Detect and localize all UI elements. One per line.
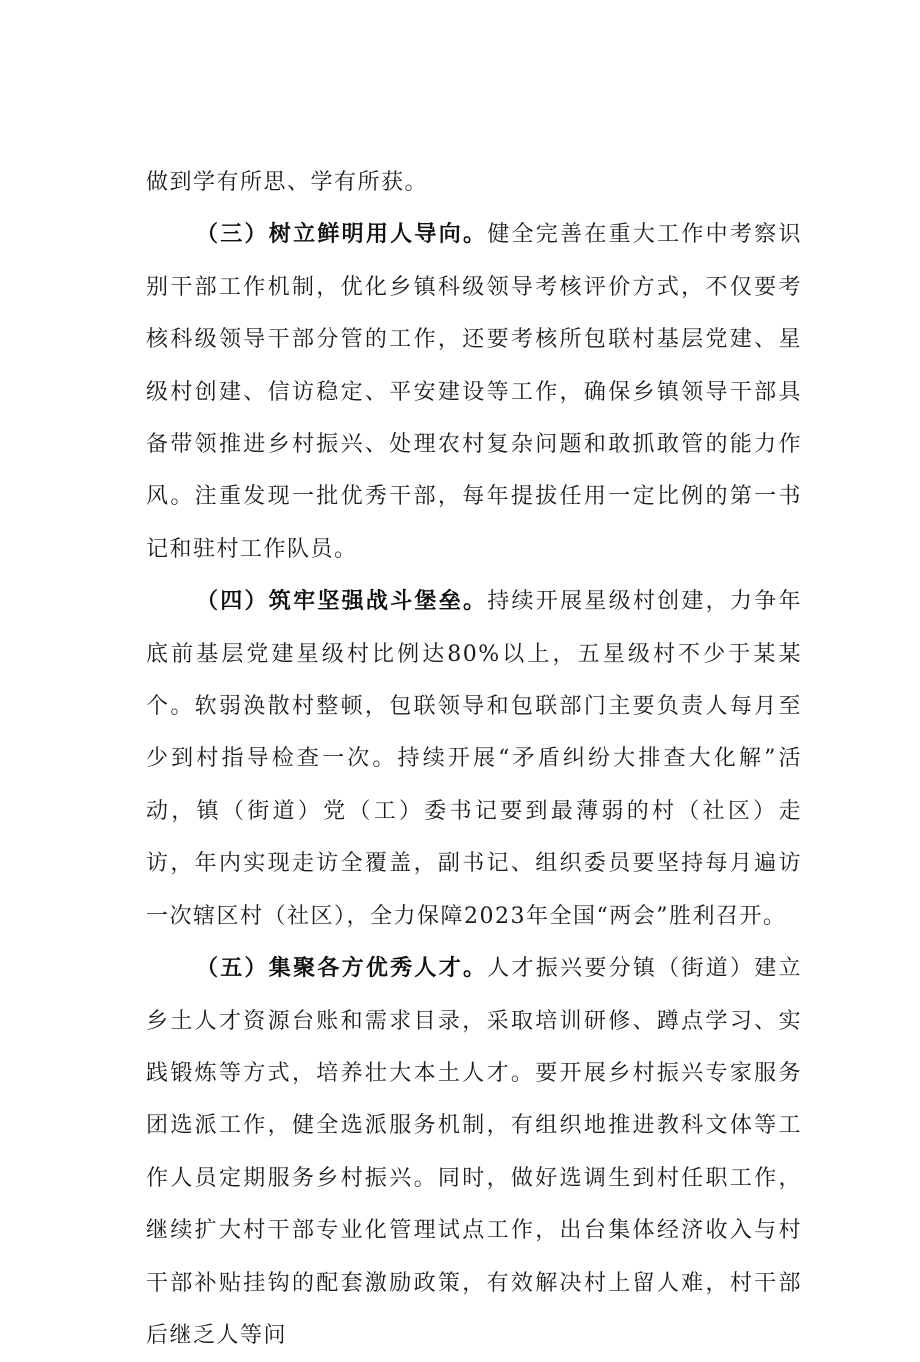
paragraph-section-5: [146, 943, 802, 1362]
paragraph-continuation: [146, 157, 802, 209]
paragraph-text: 人才振兴要分镇（街道）建立乡土人才资源台账和需求目录，采取培训研修、蹲点学习、实践锻炼等方式，培养壮大本土人才。要开展乡村振兴专家服务团选派工作，健全选派服务机制，有组织地推进教科文体等工作人员定期服务乡村振兴。同时，做好选调生到村任职工作，继续扩大村干部专业化管理试点工作，出台集体经济收入与村干部补贴挂钩的配套激励政策，有效解决村上留人难，村干部后继乏人等问: [146, 956, 802, 1348]
document-body: [146, 157, 802, 1362]
paragraph-section-3: [146, 209, 802, 576]
section-heading: （五）集聚各方优秀人才。: [196, 956, 488, 982]
paragraph-text: 持续开展星级村创建，力争年底前基层党建星级村比例达80%以上，五星级村不少于某某个。软弱涣散村整顿，包联领导和包联部门主要负责人每月至少到村指导检查一次。持续开展“矛盾纠纷大排查大化解”活动，镇（街道）党（工）委书记要到最薄弱的村（社区）走访，年内实现走访全覆盖，副书记、组织委员要坚持每月遍访一次辖区村（社区），全力保障2023年全国“两会”胜利召开。: [146, 589, 802, 929]
section-heading: （四）筑牢坚强战斗堡垒。: [196, 589, 488, 615]
paragraph-text: 做到学有所思、学有所获。: [146, 170, 429, 195]
section-heading: （三）树立鲜明用人导向。: [196, 222, 488, 248]
paragraph-text: 健全完善在重大工作中考察识别干部工作机制，优化乡镇科级领导考核评价方式，不仅要考核科级领导干部分管的工作，还要考核所包联村基层党建、星级村创建、信访稳定、平安建设等工作，确保乡镇领导干部具备带领推进乡村振兴、处理农村复杂问题和敢抓敢管的能力作风。注重发现一批优秀干部，每年提拔任用一定比例的第一书记和驻村工作队员。: [146, 222, 802, 562]
paragraph-section-4: [146, 576, 802, 943]
